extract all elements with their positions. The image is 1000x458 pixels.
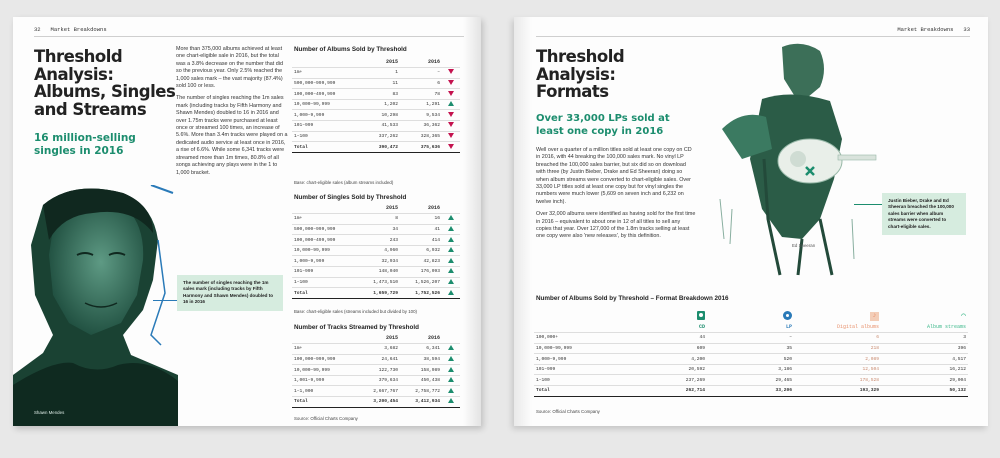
cell-value: 1,752,526 [400, 288, 442, 299]
table-total-row [534, 386, 968, 397]
cell-value: 2,758,772 [400, 386, 442, 397]
callout-connector [854, 204, 882, 205]
row-label: 101–999 [534, 364, 620, 375]
trend-up-icon [448, 279, 454, 284]
cell-value: 4,517 [881, 354, 968, 365]
cell-value: – [400, 68, 442, 79]
table-row [292, 224, 460, 235]
row-label: Total [292, 397, 360, 408]
column-header: 2015 [360, 333, 400, 344]
trend-up-icon [448, 377, 454, 382]
cell-value: 3,412,934 [400, 397, 442, 408]
photo-caption: Shawn Mendes [34, 410, 65, 415]
cell-value: 83 [360, 89, 400, 100]
table-row [292, 256, 460, 267]
callout-box: Justin Bieber, Drake and Ed Sheeran breached the 100,000 sales barrier when album streams were converted to chart-eligible sales. [882, 193, 966, 235]
body-text [536, 147, 696, 246]
row-label: 10,000–99,999 [292, 365, 360, 376]
ed-sheeran-photo [702, 39, 877, 279]
cell-value: 42,823 [400, 256, 442, 267]
column-header-cd: CD [620, 322, 707, 333]
row-label: 10,000–99,999 [292, 245, 360, 256]
row-label: Total [292, 142, 360, 153]
title-line: Analysis: [34, 64, 114, 84]
row-label: Total [534, 386, 620, 397]
cell-value: 337,262 [360, 131, 400, 142]
paragraph: Over 32,000 albums were identified as having sold for the first time in 2016 – equivalent to about one in 12 of all titles to sell any copies that year. Over 127,000 of the 1.8m tracks selling at least one copy were also 'new releases', by this definition. [536, 211, 696, 240]
wifi-icon: ◠ [961, 311, 966, 321]
table-total-row [292, 142, 460, 153]
callout-connector [153, 300, 177, 301]
cell-value: 1,526,207 [400, 277, 442, 288]
row-label: 101–999 [292, 121, 360, 132]
title-line: Analysis: [536, 64, 616, 84]
streams-table-title: Number of Tracks Streamed by Threshold [294, 324, 419, 331]
gutter-shadow [463, 17, 481, 426]
subheading-line: least one copy in 2016 [536, 125, 664, 137]
trend-up-icon [448, 290, 454, 295]
row-label: 1m+ [292, 68, 360, 79]
row-label: 1m+ [292, 344, 360, 355]
row-label: 1,001–9,999 [292, 375, 360, 386]
cell-value: 24,641 [360, 354, 400, 365]
cell-value: 4,960 [360, 245, 400, 256]
guitarist-illustration [702, 39, 877, 279]
cell-value: 32,934 [360, 256, 400, 267]
column-header: 2016 [400, 57, 442, 68]
subheading-line: singles in 2016 [34, 144, 124, 157]
albums-table [292, 57, 460, 153]
subheading [34, 132, 136, 157]
cell-value: 50,132 [881, 386, 968, 397]
trend-down-icon [448, 133, 454, 138]
row-label: 500,000–999,999 [292, 224, 360, 235]
body-text [176, 46, 289, 182]
trend-up-icon [448, 258, 454, 263]
cell-value: 450,438 [400, 375, 442, 386]
table-row [292, 344, 460, 355]
page-number: 33 [963, 26, 970, 33]
cell-value: 35 [707, 343, 794, 354]
cell-value: 41 [400, 224, 442, 235]
cell-value: 3,186 [707, 364, 794, 375]
section-title: Market Breakdowns [897, 26, 954, 33]
table-row [292, 354, 460, 365]
table-row [534, 364, 968, 375]
formats-table-note: Source: Official Charts Company [536, 409, 600, 414]
subheading-line: 16 million-selling [34, 132, 136, 144]
paragraph: Well over a quarter of a million titles sold at least one copy on CD in 2016, with 44 breaking the 100,000 sales mark. No vinyl LP breached the 100,000 sales barrier, but six did so on download with three (by Justin Bieber, Drake and Ed Sheeran) doing so when album streams were converted to chart-eligible sales. Over 33,000 LP titles sold at least one copy but for vinyl singles the numbers were much lower (5,609 on seven inch and 6,232 on twelve inch). [536, 147, 692, 205]
table-row [292, 235, 460, 246]
table-header-row [292, 57, 460, 68]
cell-value: 2,089 [794, 354, 881, 365]
table-header-row [292, 333, 460, 344]
row-label: 10,000–99,999 [534, 343, 620, 354]
page-title [536, 48, 624, 101]
cell-value: 4,200 [620, 354, 707, 365]
trend-up-icon [448, 247, 454, 252]
singles-table [292, 203, 460, 299]
cell-value: 6,341 [400, 344, 442, 355]
table-row [534, 375, 968, 386]
cd-icon [697, 311, 705, 320]
row-label: 1,000–9,999 [534, 354, 620, 365]
cell-value: 6,932 [400, 245, 442, 256]
table-row [534, 354, 968, 365]
cell-value: 148,040 [360, 267, 400, 278]
cell-value: 1,202 [360, 99, 400, 110]
page-header [897, 26, 970, 33]
table-header-row [292, 203, 460, 214]
callout-box: The number of singles reaching the 1m sales mark (including tracks by Fifth Harmony and Shawn Mendes) doubled to 16 in 2016 [177, 275, 283, 311]
cell-value: 178,528 [794, 375, 881, 386]
row-label: 100,000–499,999 [292, 89, 360, 100]
shawn-mendes-photo [13, 185, 178, 426]
row-label: 100,000+ [534, 333, 620, 344]
table-row [292, 99, 460, 110]
row-label: 500,000–999,999 [292, 78, 360, 89]
cell-value: 122,730 [360, 365, 400, 376]
cell-value: 44 [620, 333, 707, 344]
table-row [292, 267, 460, 278]
title-line: Formats [536, 82, 609, 101]
header-rule [536, 36, 970, 37]
table-row [292, 110, 460, 121]
cell-value: 34 [360, 224, 400, 235]
cell-value: 396 [881, 343, 968, 354]
column-header: 2015 [360, 57, 400, 68]
cell-value: 38,594 [400, 354, 442, 365]
header-rule [34, 36, 464, 37]
cell-value: 1 [360, 68, 400, 79]
cell-value: 218 [794, 343, 881, 354]
vinyl-icon [783, 311, 792, 320]
trend-up-icon [448, 388, 454, 393]
cell-value: 10,298 [360, 110, 400, 121]
cell-value: 16 [400, 214, 442, 225]
cell-value: 1,291 [400, 99, 442, 110]
cell-value: 1,659,729 [360, 288, 400, 299]
cell-value: 20,592 [620, 364, 707, 375]
cell-value: 237,269 [620, 375, 707, 386]
trend-up-icon [448, 237, 454, 242]
row-label: 1m+ [292, 214, 360, 225]
cell-value: 2,667,767 [360, 386, 400, 397]
trend-up-icon [448, 345, 454, 350]
page-title [34, 48, 175, 118]
table-row [292, 277, 460, 288]
row-label: Total [292, 288, 360, 299]
table-row [292, 89, 460, 100]
trend-up-icon [448, 268, 454, 273]
music-note-icon: ♪ [870, 312, 879, 321]
cell-value: 36,362 [400, 121, 442, 132]
row-label: 100,000–499,999 [292, 235, 360, 246]
table-total-row [292, 288, 460, 299]
table-row [292, 386, 460, 397]
cell-value: 33,206 [707, 386, 794, 397]
left-page [13, 17, 481, 426]
cell-value: 41,533 [360, 121, 400, 132]
title-line: and Streams [34, 99, 147, 119]
row-label: 1–100 [292, 131, 360, 142]
trend-up-icon [448, 356, 454, 361]
table-row [534, 343, 968, 354]
trend-up-icon [448, 367, 454, 372]
trend-down-icon [448, 69, 454, 74]
column-header-lp: LP [707, 322, 794, 333]
cell-value: 243 [360, 235, 400, 246]
paragraph: The number of singles reaching the 1m sales mark (including tracks by Fifth Harmony and Shawn Mendes) doubled to 16 in 2016 and over 1.75m tracks were purchased at least once or streamed 100 times, an increase of 5.6%. More than 3.4m tracks were played on a dedicated audio service at least once in 2016, a rise of 6.6%. While some 6,341 tracks were streamed more than 1m times, 80.8% of all songs achieving any plays were in the 1 to 1,000 bracket. [176, 95, 288, 176]
trend-down-icon [448, 112, 454, 117]
cell-value: 3 [881, 333, 968, 344]
cell-value: 3,200,454 [360, 397, 400, 408]
right-page [514, 17, 988, 426]
table-total-row [292, 397, 460, 408]
photo-caption: Ed Sheeran [792, 243, 816, 248]
cell-value: 609 [620, 343, 707, 354]
row-label: 1,000–9,999 [292, 110, 360, 121]
portrait-illustration [13, 185, 178, 426]
subheading [536, 113, 670, 138]
singles-table-note: Base: chart-eligible sales (streams included but divided by 100) [294, 309, 418, 314]
cell-value: 8 [360, 214, 400, 225]
trend-down-icon [448, 144, 454, 149]
table-row [292, 68, 460, 79]
table-row [292, 131, 460, 142]
cell-value: 375,636 [400, 142, 442, 153]
cell-value: 328,365 [400, 131, 442, 142]
table-header-row [534, 322, 968, 333]
column-header: 2015 [360, 203, 400, 214]
section-title: Market Breakdowns [50, 26, 107, 33]
cell-value: 193,329 [794, 386, 881, 397]
table-row [534, 333, 968, 344]
cell-value: 176,093 [400, 267, 442, 278]
albums-table-title: Number of Albums Sold by Threshold [294, 46, 407, 53]
cell-value: 9,534 [400, 110, 442, 121]
albums-table-note: Base: chart-eligible sales (album streams included) [294, 180, 394, 185]
cell-value: 262,714 [620, 386, 707, 397]
cell-value: 11 [360, 78, 400, 89]
column-header-digital: Digital albums [794, 322, 881, 333]
page-header [34, 26, 107, 33]
table-row [292, 78, 460, 89]
column-header: 2016 [400, 203, 442, 214]
row-label: 101–999 [292, 267, 360, 278]
title-line: Threshold [34, 47, 123, 66]
cell-value: 6 [400, 78, 442, 89]
trend-down-icon [448, 91, 454, 96]
title-line: Albums, Singles [34, 82, 176, 101]
cell-value: 29,004 [881, 375, 968, 386]
cell-value: 3,682 [360, 344, 400, 355]
title-line: Threshold [536, 47, 625, 66]
format-icon-row [534, 310, 968, 322]
column-header-streams: Album streams [881, 322, 968, 333]
streams-table [292, 333, 460, 408]
formats-table [534, 310, 968, 397]
trend-down-icon [448, 80, 454, 85]
cell-value: 29,465 [707, 375, 794, 386]
trend-up-icon [448, 101, 454, 106]
singles-table-title: Number of Singles Sold by Threshold [294, 194, 407, 201]
cell-value: 16,212 [881, 364, 968, 375]
row-label: 100,000–999,999 [292, 354, 360, 365]
trend-up-icon [448, 226, 454, 231]
page-number: 32 [34, 26, 41, 33]
cell-value: 78 [400, 89, 442, 100]
formats-table-title: Number of Albums Sold by Threshold – Format Breakdown 2016 [536, 295, 729, 302]
table-row [292, 245, 460, 256]
cell-value: 414 [400, 235, 442, 246]
cell-value: 379,634 [360, 375, 400, 386]
subheading-line: Over 33,000 LPs sold at [536, 113, 670, 124]
cell-value: 390,472 [360, 142, 400, 153]
row-label: 10,000–99,999 [292, 99, 360, 110]
cell-value: 158,989 [400, 365, 442, 376]
gutter-shadow [514, 17, 532, 426]
trend-up-icon [448, 398, 454, 403]
cell-value: – [707, 333, 794, 344]
trend-up-icon [448, 215, 454, 220]
row-label: 1–1,000 [292, 386, 360, 397]
cell-value: 6 [794, 333, 881, 344]
trend-down-icon [448, 122, 454, 127]
table-row [292, 365, 460, 376]
row-label: 1–100 [534, 375, 620, 386]
cell-value: 12,504 [794, 364, 881, 375]
row-label: 1–100 [292, 277, 360, 288]
streams-table-note: Source: Official Charts Company [294, 416, 358, 421]
cell-value: 520 [707, 354, 794, 365]
paragraph: More than 375,000 albums achieved at least one chart-eligible sale in 2016, but the total was a 3.8% decrease on the number that did so the previous year. Only 2.5% reached the 1,000 sales mark – the vast majority (87.4%) sold 100 or less. [176, 46, 283, 90]
cell-value: 1,473,510 [360, 277, 400, 288]
table-row [292, 375, 460, 386]
table-row [292, 214, 460, 225]
column-header: 2016 [400, 333, 442, 344]
row-label: 1,000–9,999 [292, 256, 360, 267]
table-row [292, 121, 460, 132]
